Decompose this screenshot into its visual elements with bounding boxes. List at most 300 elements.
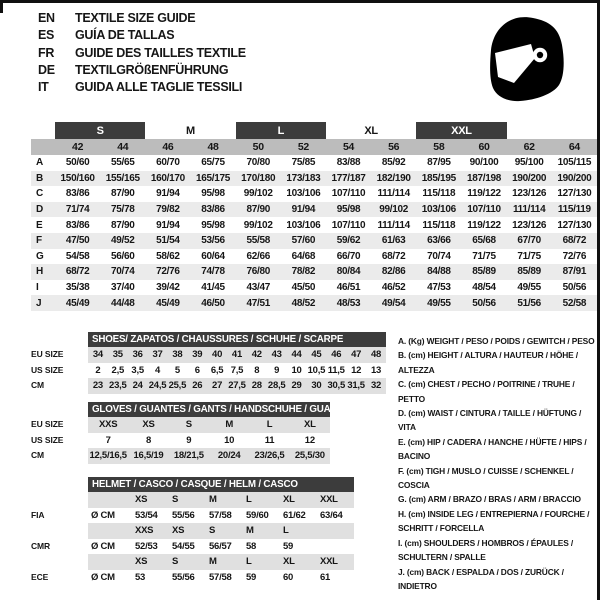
shoes-size-cell: 23: [88, 378, 108, 394]
shoes-size-cell: 4: [154, 364, 161, 376]
shoes-size-cell: 27: [207, 378, 227, 394]
legend-item: B. (cm) HEIGHT / ALTURA / HAUTEUR / HÖHE / ALTEZZA: [398, 350, 578, 375]
legend-item: J. (cm) BACK / ESPALDA / DOS / ZURÜCK / INDIETRO: [398, 566, 564, 591]
size-column-header: 58: [416, 139, 461, 155]
textile-size-cell: 58/62: [156, 250, 180, 262]
textile-size-cell: 79/82: [145, 202, 190, 218]
helmet-size-cell: 59: [283, 540, 294, 552]
textile-size-cell: 76/80: [236, 264, 281, 280]
textile-size-cell: 49/54: [371, 295, 416, 311]
textile-size-cell: 63/66: [416, 233, 461, 249]
textile-size-cell: 84/88: [416, 264, 461, 280]
textile-size-cell: 41/45: [201, 282, 225, 294]
textile-size-cell: 95/98: [326, 202, 371, 218]
textile-size-cell: 107/110: [331, 188, 366, 200]
textile-size-cell: 47/50: [55, 233, 100, 249]
textile-size-cell: 72/76: [562, 250, 587, 262]
textile-size-cell: 111/114: [377, 188, 410, 200]
textile-size-cell: 99/102: [371, 202, 416, 218]
helmet-size-cell: S: [169, 554, 206, 570]
measurement-letter: J: [31, 295, 55, 311]
helmet-size-cell: XXL: [317, 492, 354, 508]
textile-row: [31, 171, 597, 187]
shoes-row: [88, 363, 386, 379]
helmet-size-cell: M: [243, 523, 280, 539]
textile-size-cell: 75/85: [291, 157, 316, 169]
helmet-size-cell: XS: [132, 492, 169, 508]
textile-size-cell: 52/58: [552, 295, 597, 311]
gloves-row-label: US SIZE: [31, 434, 64, 445]
corner-cell: [507, 122, 552, 139]
textile-size-cell: 80/84: [326, 264, 371, 280]
shoes-size-cell: 30,5: [326, 378, 346, 394]
helmet-title: HELMET / CASCO / CASQUE / HELM / CASCO: [88, 477, 354, 492]
textile-size-cell: 83/86: [65, 188, 90, 200]
textile-size-cell: 47/53: [427, 282, 451, 294]
textile-size-cell: 87/90: [236, 202, 281, 218]
shoes-size-cell: 24: [128, 378, 148, 394]
textile-size-cell: 71/75: [517, 250, 541, 262]
legend-item: E. (cm) HIP / CADERA / HANCHE / HÜFTE / HIPS / BACINO: [398, 436, 587, 462]
textile-size-cell: 87/91: [552, 264, 597, 280]
shoes-size-cell: 39: [187, 347, 207, 363]
measurement-letter: I: [36, 282, 39, 294]
language-row: [38, 27, 246, 44]
textile-size-cell: 68/72: [381, 250, 406, 262]
textile-size-cell: 46/50: [190, 295, 235, 311]
textile-size-cell: 68/72: [55, 264, 100, 280]
textile-row: [31, 202, 597, 218]
textile-size-cell: 65/75: [201, 157, 225, 169]
size-column-header: 54: [326, 139, 371, 155]
textile-size-cell: 49/55: [416, 295, 461, 311]
gloves-size-cell: 20/24: [209, 448, 249, 464]
helmet-size-cell: 60: [283, 571, 294, 583]
helmet-row: [88, 508, 354, 524]
textile-size-cell: 115/118: [422, 219, 456, 231]
shoes-size-cell: 44: [287, 347, 307, 363]
helmet-size-cell: Ø CM: [91, 509, 115, 521]
textile-size-cell: 47/51: [236, 295, 281, 311]
helmet-size-cell: 57/58: [209, 509, 232, 521]
size-column-header: 50: [236, 139, 281, 155]
textile-size-cell: 123/126: [512, 219, 547, 231]
helmet-size-cell: 58: [246, 540, 257, 552]
textile-size-cell: 50/60: [65, 157, 90, 169]
shoes-size-cell: 41: [227, 347, 247, 363]
textile-size-cell: 48/54: [472, 282, 496, 294]
page-border-top: [0, 0, 600, 3]
shoes-size-cell: 10: [291, 364, 302, 376]
helmet-row-label: ECE: [31, 571, 49, 582]
helmet-size-cell: Ø CM: [91, 540, 115, 552]
textile-size-cell: 43/47: [246, 282, 270, 294]
textile-size-cell: 55/58: [236, 233, 281, 249]
shoes-size-cell: 47: [346, 347, 366, 363]
shoes-size-cell: 45: [306, 347, 326, 363]
textile-size-cell: 115/118: [422, 188, 456, 200]
gloves-size-cell: L: [249, 417, 289, 433]
shoes-size-cell: 2,5: [111, 364, 125, 376]
language-row: [38, 10, 246, 27]
textile-size-cell: 72/76: [145, 264, 190, 280]
textile-size-cell: 119/122: [467, 219, 501, 231]
textile-size-cell: 165/175: [190, 171, 235, 187]
textile-size-cell: 83/86: [65, 219, 90, 231]
textile-size-cell: 119/122: [467, 188, 501, 200]
gloves-table: [88, 402, 346, 464]
textile-size-cell: 173/183: [281, 171, 326, 187]
shoes-size-cell: 43: [267, 347, 287, 363]
helmet-size-cell: XL: [280, 554, 317, 570]
measurement-letter: H: [31, 264, 55, 280]
language-row: [38, 62, 246, 79]
shoes-size-cell: 6: [194, 364, 200, 376]
shoes-size-cell: 6,5: [210, 364, 224, 376]
helmet-row: [88, 539, 354, 555]
textile-size-cell: 37/40: [110, 282, 135, 294]
textile-size-cell: 107/110: [331, 219, 366, 231]
helmet-size-cell: 53: [135, 571, 146, 583]
size-group-l: L: [236, 122, 326, 139]
gloves-size-cell: 11: [264, 434, 275, 446]
size-column-header: 44: [100, 139, 145, 155]
size-column-header: 62: [507, 139, 552, 155]
gloves-row-label: CM: [31, 450, 45, 460]
textile-size-cell: 103/106: [416, 202, 461, 218]
textile-size-cell: 87/90: [110, 219, 135, 231]
textile-size-cell: 60/64: [201, 250, 225, 262]
legend-item: I. (cm) SHOULDERS / HOMBROS / ÉPAULES / SCHULTERN / SPALLE: [398, 537, 574, 563]
textile-size-cell: 66/70: [336, 250, 361, 262]
language-code: IT: [38, 80, 49, 95]
textile-size-cell: 150/160: [55, 171, 100, 187]
helmet-size-cell: XS: [169, 523, 206, 539]
shoes-size-cell: 2: [95, 364, 101, 376]
textile-size-cell: 85/89: [507, 264, 552, 280]
helmet-row-label: [31, 554, 88, 570]
textile-size-cell: 127/130: [557, 188, 592, 200]
textile-size-cell: 60/70: [156, 157, 180, 169]
language-row: [38, 79, 246, 96]
helmet-row-label: CMR: [31, 540, 51, 551]
textile-size-cell: 71/74: [55, 202, 100, 218]
textile-size-table: [31, 122, 597, 311]
guide-title: TEXTILGRÖßENFÜHRUNG: [75, 62, 229, 77]
helmet-size-cell: [317, 539, 354, 555]
corner-cell: [31, 139, 55, 155]
textile-size-cell: 87/95: [427, 157, 451, 169]
shoes-size-cell: 13: [370, 364, 382, 376]
shoes-size-cell: 12: [351, 364, 362, 376]
helmet-size-cell: XXS: [132, 523, 169, 539]
legend-item: C. (cm) CHEST / PECHO / POITRINE / TRUHE / PETTO: [398, 379, 575, 404]
measurement-letter: F: [31, 233, 55, 249]
measurement-letter: A: [36, 157, 43, 169]
textile-size-cell: 177/187: [326, 171, 371, 187]
shoes-size-cell: 28: [247, 378, 267, 394]
shoes-size-cell: 25,5: [167, 378, 187, 394]
helmet-row: [88, 570, 354, 586]
textile-row: [31, 217, 597, 233]
textile-size-cell: 35/38: [65, 282, 90, 294]
shoes-size-cell: 8: [254, 364, 260, 376]
textile-row: [31, 249, 597, 265]
textile-size-cell: 107/110: [461, 202, 506, 218]
gloves-row-label: EU SIZE: [31, 419, 64, 429]
measurement-legend: [398, 334, 600, 593]
shoes-size-cell: 7,5: [230, 364, 244, 376]
size-column-header: 42: [55, 139, 100, 155]
textile-size-cell: 74/78: [190, 264, 235, 280]
textile-size-cell: 155/165: [100, 171, 145, 187]
shoes-size-cell: 24,5: [148, 378, 168, 394]
helmet-table: [88, 477, 354, 585]
textile-size-table-wrap: [31, 122, 597, 311]
shoes-row-label: EU SIZE: [31, 349, 64, 359]
measurement-letter: E: [36, 219, 43, 231]
size-column-header: 64: [552, 139, 597, 155]
size-group-s: S: [55, 122, 145, 139]
guide-title: GUIDA ALLE TAGLIE TESSILI: [75, 80, 243, 95]
legend-item: G. (cm) ARM / BRAZO / BRAS / ARM / BRACCIO: [398, 494, 581, 505]
helmet-size-cell: XL: [280, 492, 317, 508]
textile-size-cell: 54/58: [65, 250, 90, 262]
textile-size-cell: 45/49: [145, 295, 190, 311]
shoes-size-cell: 37: [148, 347, 168, 363]
helmet-size-cell: XS: [132, 554, 169, 570]
size-column-header: 46: [145, 139, 190, 155]
textile-size-cell: 82/86: [371, 264, 416, 280]
textile-size-cell: 51/54: [145, 233, 190, 249]
textile-size-cell: 111/114: [377, 219, 410, 231]
textile-size-cell: 187/198: [461, 171, 506, 187]
shoes-size-cell: 29: [287, 378, 307, 394]
helmet-size-cell: M: [206, 492, 243, 508]
language-row: [38, 45, 246, 62]
helmet-size-cell: 59: [246, 571, 257, 583]
language-code: EN: [38, 11, 55, 25]
guide-title: GUIDE DES TAILLES TEXTILE: [75, 45, 246, 60]
shoes-size-cell: 27,5: [227, 378, 247, 394]
textile-size-cell: 68/72: [552, 233, 597, 249]
helmet-size-cell: L: [243, 554, 280, 570]
gloves-section: [31, 402, 346, 464]
textile-size-cell: 71/75: [472, 250, 496, 262]
gloves-size-cell: S: [169, 417, 209, 433]
textile-size-cell: 56/60: [110, 250, 135, 262]
textile-size-cell: 91/94: [156, 219, 180, 231]
language-code: DE: [38, 62, 55, 77]
textile-size-cell: 48/53: [326, 295, 371, 311]
measurement-letter: G: [36, 250, 44, 262]
textile-size-cell: 115/119: [552, 202, 597, 218]
textile-size-cell: 123/126: [512, 188, 547, 200]
textile-size-cell: 50/56: [562, 282, 587, 294]
textile-size-cell: 70/74: [100, 264, 145, 280]
helmet-size-cell: 61/62: [283, 509, 306, 521]
shoes-size-cell: 34: [88, 347, 108, 363]
size-column-header: 60: [461, 139, 506, 155]
legend-item: H. (cm) INSIDE LEG / ENTREPIERNA / FOURCHE / SCHRITT / FORCELLA: [398, 508, 590, 534]
textile-size-cell: 91/94: [281, 202, 326, 218]
helmet-size-cell: 59/60: [246, 509, 269, 521]
shoes-row-label: US SIZE: [31, 364, 64, 375]
textile-size-cell: 99/102: [243, 219, 273, 231]
size-group-m: M: [186, 124, 195, 137]
language-list: [38, 10, 246, 96]
legend-item: D. (cm) WAIST / CINTURA / TAILLE / HÜFTUNG / VITA: [398, 408, 582, 433]
textile-size-cell: 78/82: [281, 264, 326, 280]
helmet-size-cell: [88, 554, 132, 570]
gloves-row: [88, 417, 330, 433]
textile-size-cell: 190/200: [507, 171, 552, 187]
shoes-size-cell: 30: [306, 378, 326, 394]
gloves-row: [88, 433, 330, 449]
textile-size-cell: 182/190: [371, 171, 416, 187]
textile-size-cell: 127/130: [557, 219, 592, 231]
helmet-size-cell: 55/56: [172, 509, 195, 521]
gloves-size-cell: 12: [304, 434, 315, 446]
shoes-size-cell: 5: [174, 364, 180, 376]
corner-cell: [31, 122, 55, 139]
gloves-size-cell: 10: [224, 434, 235, 446]
textile-size-cell: 49/55: [517, 282, 541, 294]
shoes-row: [88, 347, 386, 363]
textile-size-cell: 51/56: [507, 295, 552, 311]
textile-size-cell: 87/90: [110, 188, 135, 200]
shoes-size-cell: 38: [167, 347, 187, 363]
helmet-size-cell: 55/56: [172, 571, 195, 583]
textile-size-cell: 57/60: [281, 233, 326, 249]
size-group-xl: XL: [364, 124, 378, 137]
shoes-title: SHOES/ ZAPATOS / CHAUSSURES / SCHUHE / SCARPE: [88, 332, 386, 347]
shoes-size-cell: 36: [128, 347, 148, 363]
shoes-size-cell: 10,5: [307, 364, 326, 376]
textile-size-cell: 45/50: [291, 282, 316, 294]
shoes-section: [31, 332, 386, 394]
textile-size-cell: 95/100: [514, 157, 544, 169]
helmet-size-cell: XXL: [317, 554, 354, 570]
gloves-size-cell: 12,5/16,5: [88, 448, 128, 464]
textile-size-cell: 39/42: [156, 282, 180, 294]
textile-size-cell: 160/170: [145, 171, 190, 187]
language-code: ES: [38, 28, 55, 43]
textile-size-cell: 103/106: [286, 219, 321, 231]
helmet-size-cell: 53/54: [135, 509, 158, 521]
shoes-size-cell: 35: [108, 347, 128, 363]
textile-size-cell: 46/51: [336, 282, 361, 294]
textile-size-cell: 103/106: [286, 188, 321, 200]
gloves-title: GLOVES / GUANTES / GANTS / HANDSCHUHE / GUANTI: [88, 402, 330, 417]
textile-row: [31, 264, 597, 280]
gloves-row-labels: [31, 402, 88, 464]
gloves-size-cell: 16,5/19: [128, 448, 168, 464]
measurement-letter: B: [31, 171, 55, 187]
textile-size-cell: 83/86: [190, 202, 235, 218]
textile-size-cell: 83/88: [336, 157, 361, 169]
gloves-size-cell: M: [209, 417, 249, 433]
shoes-size-cell: 11,5: [327, 364, 345, 376]
shoes-size-cell: 46: [326, 347, 346, 363]
textile-size-cell: 90/100: [469, 157, 499, 169]
helmet-row-labels: [31, 477, 88, 585]
helmet-size-cell: 54/55: [172, 540, 195, 552]
textile-size-cell: 55/65: [110, 157, 135, 169]
helmet-size-cell: [88, 523, 132, 539]
textile-size-cell: 45/49: [55, 295, 100, 311]
measurement-letter: C: [36, 188, 43, 200]
shoes-size-cell: 28,5: [267, 378, 287, 394]
size-group-xxl: XXL: [416, 122, 506, 139]
helmet-size-cell: 63/64: [320, 509, 343, 521]
textile-size-cell: 46/52: [381, 282, 406, 294]
textile-row: [31, 186, 597, 202]
textile-size-cell: 170/180: [236, 171, 281, 187]
shoes-size-cell: 23,5: [108, 378, 128, 394]
shoes-size-cell: 48: [366, 347, 386, 363]
size-column-header: 56: [371, 139, 416, 155]
textile-size-cell: 61/63: [371, 233, 416, 249]
size-column-header: 52: [281, 139, 326, 155]
guide-title: GUÍA DE TALLAS: [75, 28, 175, 43]
helmet-size-cell: 52/53: [135, 540, 158, 552]
textile-row: [31, 280, 597, 296]
helmet-size-cell: L: [243, 492, 280, 508]
gloves-size-cell: 8: [145, 434, 152, 446]
textile-size-cell: 67/70: [507, 233, 552, 249]
guide-title: TEXTILE SIZE GUIDE: [75, 11, 196, 25]
textile-size-cell: 64/68: [291, 250, 316, 262]
gloves-size-cell: 25,5/30: [290, 448, 330, 464]
language-code: FR: [38, 45, 55, 60]
textile-size-cell: 85/89: [461, 264, 506, 280]
helmet-size-cell: S: [206, 523, 243, 539]
textile-row: [31, 233, 597, 249]
textile-size-cell: 65/68: [461, 233, 506, 249]
gloves-size-cell: 23/26,5: [249, 448, 289, 464]
helmet-size-cell: [317, 523, 354, 539]
gloves-size-cell: XXS: [88, 417, 128, 433]
textile-size-cell: 190/200: [552, 171, 597, 187]
textile-size-cell: 95/98: [201, 188, 225, 200]
helmet-row: [88, 492, 354, 508]
shoes-size-cell: 32: [366, 378, 386, 394]
textile-size-cell: 49/52: [100, 233, 145, 249]
legend-item: A. (Kg) WEIGHT / PESO / POIDS / GEWITCH / PESO: [398, 336, 595, 346]
shoes-size-cell: 31,5: [346, 378, 366, 394]
shoes-size-cell: 42: [247, 347, 267, 363]
textile-size-cell: 53/56: [190, 233, 235, 249]
textile-size-cell: 62/66: [246, 250, 270, 262]
textile-size-cell: 44/48: [100, 295, 145, 311]
helmet-size-cell: [88, 492, 132, 508]
textile-size-cell: 50/56: [461, 295, 506, 311]
helmet-row-label: [31, 523, 88, 539]
shoes-size-cell: 26: [187, 378, 207, 394]
textile-size-cell: 70/74: [427, 250, 451, 262]
textile-row: [31, 155, 597, 171]
textile-size-cell: 105/115: [557, 157, 592, 169]
shoes-size-cell: 3,5: [131, 364, 144, 376]
shoes-size-cell: 40: [207, 347, 227, 363]
helmet-size-cell: 56/57: [209, 540, 232, 552]
shoes-row: [88, 378, 386, 394]
page-border-left-tick: [0, 0, 3, 13]
helmet-size-cell: L: [280, 523, 317, 539]
gloves-size-cell: 18/21,5: [169, 448, 209, 464]
textile-size-cell: 75/78: [100, 202, 145, 218]
